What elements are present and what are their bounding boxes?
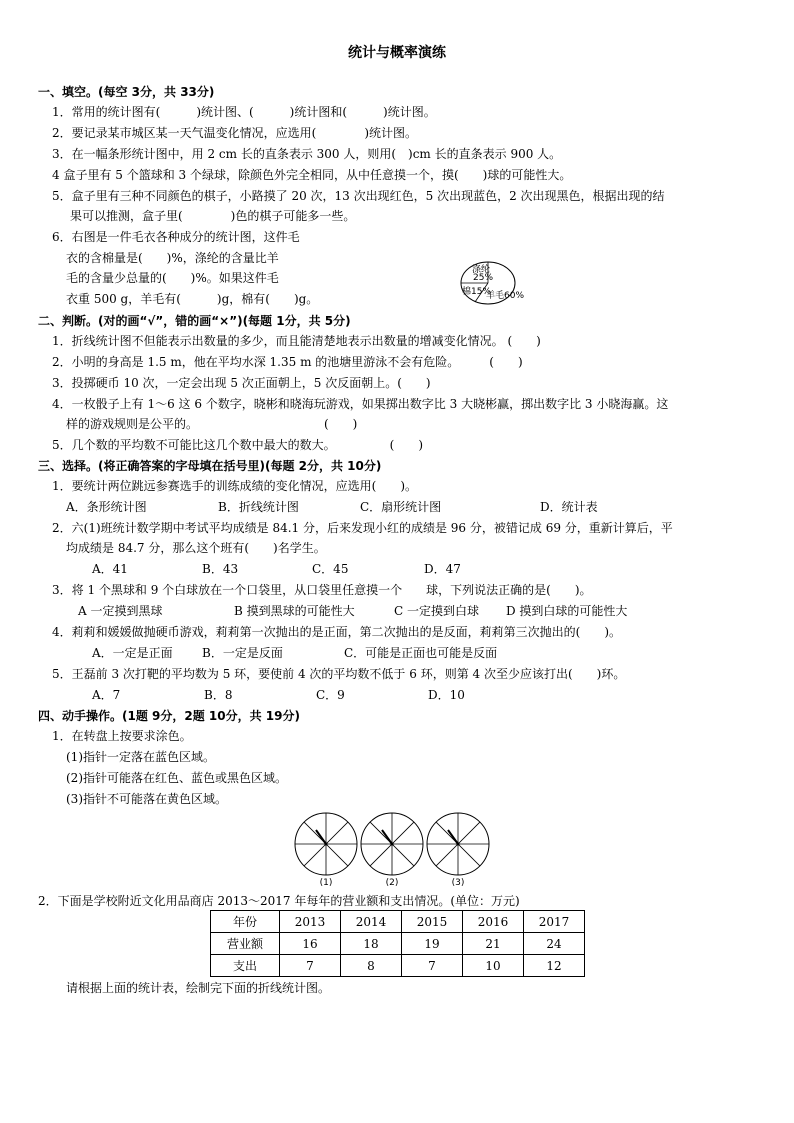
s3-question-2a: 2．六(1)班统计数学期中考试平均成绩是 84.1 分，后来发现小红的成绩是 96 分，被错记成 69 分，重新计算后，平 bbox=[52, 521, 673, 535]
section-3-heading: 三、选择。(将正确答案的字母填在括号里)(每题 2分，共 10分) bbox=[38, 459, 382, 473]
s3-q2-option-d: D．47 bbox=[424, 562, 461, 576]
spinner-label-3: (3) bbox=[451, 878, 465, 888]
s3-q4-option-c: C．可能是正面也可能是反面 bbox=[344, 646, 498, 660]
s3-q3-option-d: D 摸到白球的可能性大 bbox=[506, 604, 628, 618]
s1-question-3: 3．在一幅条形统计图中，用 2 cm 长的直条表示 300 人，则用( )cm 长的直条表示 900 人。 bbox=[52, 147, 562, 161]
sweater-composition-pie bbox=[458, 260, 525, 306]
s3-q3-option-b: B 摸到黑球的可能性大 bbox=[234, 604, 355, 618]
table-cell: 7 bbox=[280, 955, 341, 977]
s3-q3-option-a: A 一定摸到黑球 bbox=[78, 604, 163, 618]
s3-q2-option-a: A．41 bbox=[92, 562, 128, 576]
table-header-row bbox=[211, 911, 585, 933]
table-header-cell: 2016 bbox=[463, 911, 524, 933]
spinner-2[interactable] bbox=[361, 813, 423, 875]
s3-q1-option-d: D．统计表 bbox=[540, 500, 598, 514]
s3-q1-option-c: C．扇形统计图 bbox=[360, 500, 442, 514]
s1-question-6b: 衣的含棉量是( )%，涤纶的含量比羊 bbox=[66, 251, 279, 265]
spinner-hub bbox=[324, 842, 327, 845]
s3-q3-option-c: C 一定摸到白球 bbox=[394, 604, 479, 618]
s2-question-4a: 4．一枚骰子上有 1～6 这 6 个数字，晓彬和晓海玩游戏，如果掷出数字比 3 大晓彬赢，掷出数字比 3 小晓海赢。这 bbox=[52, 397, 669, 411]
table-cell: 7 bbox=[402, 955, 463, 977]
s3-q5-option-d: D．10 bbox=[428, 688, 465, 702]
table-cell: 18 bbox=[341, 933, 402, 955]
table-header-cell: 年份 bbox=[211, 911, 280, 933]
table-header-cell: 2013 bbox=[280, 911, 341, 933]
table-cell: 营业额 bbox=[211, 933, 280, 955]
table-cell: 12 bbox=[524, 955, 585, 977]
section-4-heading: 四、动手操作。(1题 9分，2题 10分，共 19分) bbox=[38, 709, 300, 723]
s4-question-1-3: (3)指针不可能落在黄色区域。 bbox=[66, 792, 227, 806]
table-cell: 支出 bbox=[211, 955, 280, 977]
s3-q2-option-c: C．45 bbox=[312, 562, 349, 576]
table-cell: 21 bbox=[463, 933, 524, 955]
s2-question-3: 3．投掷硬币 10 次，一定会出现 5 次正面朝上，5 次反面朝上。( ) bbox=[52, 376, 431, 390]
s1-question-6a: 6．右图是一件毛衣各种成分的统计图，这件毛 bbox=[52, 230, 300, 244]
table-cell: 8 bbox=[341, 955, 402, 977]
table-cell: 10 bbox=[463, 955, 524, 977]
pie-label-cotton: 棉15% bbox=[462, 287, 492, 297]
spinner-hub bbox=[390, 842, 393, 845]
s1-question-2: 2．要记录某市城区某一天气温变化情况，应选用( )统计图。 bbox=[52, 126, 418, 140]
s3-q4-option-b: B．一定是反面 bbox=[202, 646, 283, 660]
s4-question-1: 1．在转盘上按要求涂色。 bbox=[52, 729, 192, 743]
section-2-heading: 二、判断。(对的画“√”，错的画“×”)(每题 1分，共 5分) bbox=[38, 314, 351, 328]
s3-q2-option-b: B．43 bbox=[202, 562, 239, 576]
s4-question-1-2: (2)指针可能落在红色、蓝色或黑色区域。 bbox=[66, 771, 287, 785]
pie-label-polyester-pct: 25% bbox=[473, 273, 494, 283]
s2-question-2: 2．小明的身高是 1.5 m，他在平均水深 1.35 m 的池塘里游泳不会有危险。 ( ) bbox=[52, 355, 523, 369]
table-header-cell: 2017 bbox=[524, 911, 585, 933]
s3-question-5: 5．王磊前 3 次打靶的平均数为 5 环，要使前 4 次的平均数不低于 6 环，则第 4 次至少应该打出( )环。 bbox=[52, 667, 626, 681]
pie-label-wool: 羊毛60% bbox=[486, 291, 525, 301]
spinner-3[interactable] bbox=[427, 813, 489, 875]
s4-question-2-note: 请根据上面的统计表，绘制完下面的折线统计图。 bbox=[66, 981, 331, 995]
section-1-heading: 一、填空。(每空 3分，共 33分) bbox=[38, 85, 215, 99]
s3-q5-option-a: A．7 bbox=[92, 688, 121, 702]
table-cell: 16 bbox=[280, 933, 341, 955]
s3-q4-option-a: A．一定是正面 bbox=[92, 646, 173, 660]
s2-question-4b: 样的游戏规则是公平的。 ( ) bbox=[66, 417, 358, 431]
table-cell: 24 bbox=[524, 933, 585, 955]
spinner-hub bbox=[456, 842, 459, 845]
s2-question-1: 1．折线统计图不但能表示出数量的多少，而且能清楚地表示出数量的增减变化情况。 ( ) bbox=[52, 334, 541, 348]
s1-question-4: 4 盒子里有 5 个篮球和 3 个绿球，除颜色外完全相同，从中任意摸一个，摸( )球的可能性大。 bbox=[52, 168, 572, 182]
s3-question-4: 4．莉莉和媛媛做抛硬币游戏，莉莉第一次抛出的是正面，第二次抛出的是反面，莉莉第三次抛出的( )。 bbox=[52, 625, 622, 639]
spinner-group bbox=[290, 808, 500, 890]
s3-question-1: 1．要统计两位跳远参赛选手的训练成绩的变化情况，应选用( )。 bbox=[52, 479, 418, 493]
s1-question-6c: 毛的含量少总量的( )%。如果这件毛 bbox=[66, 271, 279, 285]
s4-question-2: 2．下面是学校附近文化用品商店 2013～2017 年每年的营业额和支出情况。(单位：万元) bbox=[38, 894, 520, 908]
s4-question-1-1: (1)指针一定落在蓝色区域。 bbox=[66, 750, 215, 764]
s3-q5-option-b: B．8 bbox=[204, 688, 233, 702]
revenue-expense-table bbox=[210, 910, 585, 977]
table-row bbox=[211, 955, 585, 977]
table-header-cell: 2015 bbox=[402, 911, 463, 933]
s1-question-5b: 果可以推测，盒子里( )色的棋子可能多一些。 bbox=[70, 209, 356, 223]
s3-q5-option-c: C．9 bbox=[316, 688, 345, 702]
spinner-1[interactable] bbox=[295, 813, 357, 875]
pie-label-polyester: 涤纶 bbox=[472, 265, 491, 275]
spinner-label-1: (1) bbox=[319, 878, 333, 888]
table-row bbox=[211, 933, 585, 955]
s3-question-3: 3．将 1 个黑球和 9 个白球放在一个口袋里，从口袋里任意摸一个 球，下列说法正确的是( )。 bbox=[52, 583, 592, 597]
s1-question-5a: 5．盒子里有三种不同颜色的棋子，小路摸了 20 次，13 次出现红色，5 次出现蓝色，2 次出现黑色，根据出现的结 bbox=[52, 189, 665, 203]
s3-question-2b: 均成绩是 84.7 分，那么这个班有( )名学生。 bbox=[66, 541, 326, 555]
s2-question-5: 5．几个数的平均数不可能比这几个数中最大的数大。 ( ) bbox=[52, 438, 424, 452]
s3-q1-option-b: B．折线统计图 bbox=[218, 500, 299, 514]
table-cell: 19 bbox=[402, 933, 463, 955]
s1-question-1: 1．常用的统计图有( )统计图、( )统计图和( )统计图。 bbox=[52, 105, 436, 119]
s1-question-6d: 衣重 500 g，羊毛有( )g，棉有( )g。 bbox=[66, 292, 319, 306]
spinner-label-2: (2) bbox=[385, 878, 399, 888]
page-title: 统计与概率演练 bbox=[348, 45, 446, 61]
s3-q1-option-a: A．条形统计图 bbox=[66, 500, 147, 514]
table-header-cell: 2014 bbox=[341, 911, 402, 933]
